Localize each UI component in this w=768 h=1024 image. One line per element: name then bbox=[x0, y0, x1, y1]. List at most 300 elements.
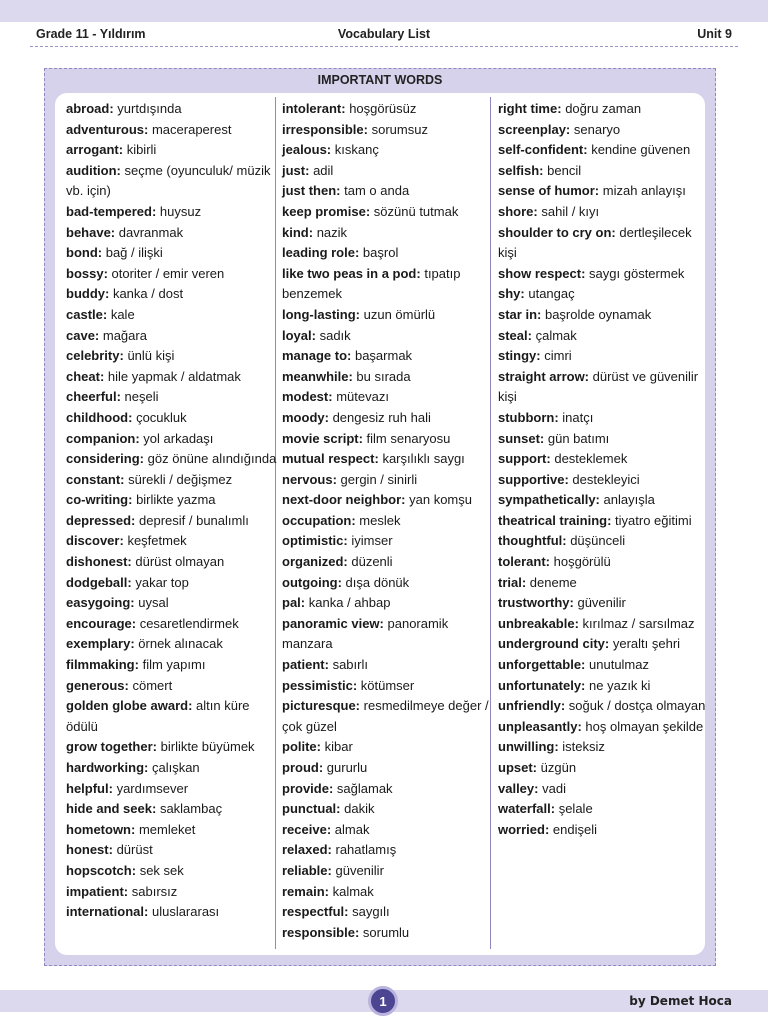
vocabulary-meaning: gergin / sinirli bbox=[340, 471, 418, 487]
vocabulary-term: waterfall: bbox=[498, 801, 556, 817]
vocabulary-meaning: dürüst olmayan bbox=[135, 554, 225, 570]
vocabulary-entry bbox=[66, 490, 278, 511]
vocabulary-meaning: saklambaç bbox=[159, 801, 223, 817]
vocabulary-entry bbox=[498, 99, 710, 120]
vocabulary-meaning: cömert bbox=[132, 677, 173, 693]
vocabulary-entry bbox=[498, 717, 710, 738]
vocabulary-meaning: karşılıklı saygı bbox=[382, 451, 465, 467]
vocabulary-term: optimistic: bbox=[282, 533, 348, 549]
vocabulary-meaning: otoriter / emir veren bbox=[111, 265, 225, 281]
vocabulary-meaning: inatçı bbox=[562, 409, 594, 425]
vocabulary-meaning: sağlamak bbox=[336, 780, 393, 796]
vocabulary-term: unfriendly: bbox=[498, 698, 566, 714]
vocabulary-term: unforgettable: bbox=[498, 657, 586, 673]
vocabulary-meaning: mütevazı bbox=[336, 389, 389, 405]
vocabulary-term: worried: bbox=[498, 821, 550, 837]
vocabulary-entry bbox=[498, 284, 710, 305]
vocabulary-meaning: dakik bbox=[344, 801, 375, 817]
vocabulary-term: international: bbox=[66, 904, 149, 920]
vocabulary-term: jealous: bbox=[282, 142, 332, 158]
vocabulary-entry bbox=[282, 552, 494, 573]
vocabulary-entry bbox=[66, 882, 278, 903]
vocabulary-entry bbox=[282, 202, 494, 223]
vocabulary-meaning: üzgün bbox=[540, 760, 577, 775]
vocabulary-entry bbox=[66, 593, 278, 614]
vocabulary-meaning: kendine güvenen bbox=[591, 142, 691, 158]
vocabulary-meaning: kırılmaz / sarsılmaz bbox=[582, 615, 695, 631]
vocabulary-meaning: tıpatıp benzemek bbox=[282, 265, 461, 302]
vocabulary-term: companion: bbox=[66, 430, 140, 446]
vocabulary-meaning: isteksiz bbox=[562, 739, 605, 755]
vocabulary-term: abroad: bbox=[66, 101, 114, 116]
vocabulary-term: movie script: bbox=[282, 430, 363, 446]
vocabulary-term: bond: bbox=[66, 245, 103, 261]
vocabulary-meaning: yurtdışında bbox=[117, 101, 182, 116]
vocabulary-entry bbox=[66, 120, 278, 141]
vocabulary-entry bbox=[66, 655, 278, 676]
vocabulary-term: shore: bbox=[498, 203, 538, 219]
vocabulary-meaning: meslek bbox=[359, 512, 401, 528]
panel-title: IMPORTANT WORDS bbox=[317, 73, 443, 87]
vocabulary-term: hopscotch: bbox=[66, 862, 137, 878]
vocabulary-entry bbox=[498, 181, 710, 202]
vocabulary-entry bbox=[66, 902, 278, 923]
vocabulary-term: unwilling: bbox=[498, 739, 559, 755]
vocabulary-meaning: adil bbox=[313, 162, 334, 178]
vocabulary-meaning: dürüst ve güvenilir kişi bbox=[498, 368, 699, 405]
vocabulary-term: trial: bbox=[498, 574, 527, 590]
vocabulary-term: cheat: bbox=[66, 368, 105, 384]
vocabulary-term: shy: bbox=[498, 286, 525, 302]
vocabulary-entry bbox=[282, 511, 494, 532]
vocabulary-term: relaxed: bbox=[282, 842, 332, 858]
vocabulary-meaning: yakar top bbox=[135, 574, 189, 590]
vocabulary-meaning: saygı göstermek bbox=[589, 265, 685, 281]
vocabulary-term: cave: bbox=[66, 327, 100, 343]
vocabulary-entry bbox=[498, 161, 710, 182]
vocabulary-meaning: başrolde oynamak bbox=[544, 306, 652, 322]
vocabulary-meaning: film senaryosu bbox=[366, 430, 451, 446]
vocabulary-term: hide and seek: bbox=[66, 801, 157, 817]
vocabulary-entry bbox=[282, 346, 494, 367]
vocabulary-meaning: sözünü tutmak bbox=[373, 203, 459, 219]
author-byline: by Demet Hoca bbox=[629, 994, 732, 1008]
vocabulary-term: receive: bbox=[282, 821, 332, 837]
vocabulary-term: sympathetically: bbox=[498, 492, 600, 508]
vocabulary-entry bbox=[66, 223, 278, 244]
vocabulary-entry bbox=[66, 676, 278, 697]
vocabulary-meaning: kanka / dost bbox=[112, 286, 184, 302]
vocabulary-term: pal: bbox=[282, 595, 306, 611]
grade-label: Grade 11 - Yıldırım bbox=[36, 27, 146, 41]
vocabulary-term: panoramic view: bbox=[282, 615, 384, 631]
vocabulary-entry bbox=[66, 531, 278, 552]
vocabulary-term: meanwhile: bbox=[282, 368, 353, 384]
vocabulary-meaning: rahatlamış bbox=[335, 842, 397, 858]
vocabulary-term: unbreakable: bbox=[498, 615, 579, 631]
vocabulary-meaning: hile yapmak / aldatmak bbox=[107, 368, 241, 384]
vocabulary-entry bbox=[66, 202, 278, 223]
vocabulary-meaning: mizah anlayışı bbox=[602, 183, 686, 199]
vocabulary-term: sunset: bbox=[498, 430, 545, 446]
vocabulary-term: unpleasantly: bbox=[498, 718, 582, 734]
vocabulary-meaning: endişeli bbox=[552, 821, 598, 837]
vocabulary-meaning: resmedilmeye değer / çok güzel bbox=[282, 698, 489, 734]
vocabulary-meaning: düzenli bbox=[351, 554, 393, 570]
vocabulary-meaning: dertleşilecek kişi bbox=[498, 224, 692, 261]
vocabulary-meaning: ne yazık ki bbox=[589, 677, 651, 693]
vocabulary-term: celebrity: bbox=[66, 348, 124, 364]
vocabulary-meaning: mağara bbox=[102, 327, 147, 343]
header-divider bbox=[30, 46, 738, 47]
vocabulary-term: kind: bbox=[282, 224, 314, 240]
vocabulary-entry bbox=[498, 676, 710, 697]
vocabulary-meaning: film yapımı bbox=[142, 657, 206, 673]
vocabulary-meaning: birlikte büyümek bbox=[160, 739, 255, 755]
vocabulary-entry bbox=[498, 326, 710, 347]
vocabulary-term: supportive: bbox=[498, 471, 569, 487]
vocabulary-meaning: neşeli bbox=[124, 389, 159, 405]
vocabulary-entry bbox=[498, 573, 710, 594]
vocabulary-entry bbox=[282, 408, 494, 429]
vocabulary-entry bbox=[66, 449, 278, 470]
vocabulary-term: depressed: bbox=[66, 512, 136, 528]
vocabulary-term: just then: bbox=[282, 183, 341, 199]
vocabulary-meaning: kanka / ahbap bbox=[308, 595, 391, 611]
vocabulary-entry bbox=[66, 284, 278, 305]
vocabulary-term: castle: bbox=[66, 306, 108, 322]
vocabulary-term: upset: bbox=[498, 760, 537, 775]
vocabulary-meaning: yol arkadaşı bbox=[143, 430, 214, 446]
vocabulary-meaning: düşünceli bbox=[570, 533, 626, 549]
vocabulary-term: loyal: bbox=[282, 327, 316, 343]
vocabulary-meaning: dışa dönük bbox=[345, 574, 410, 590]
vocabulary-entry bbox=[498, 758, 710, 779]
vocabulary-term: easygoing: bbox=[66, 595, 135, 611]
vocabulary-meaning: kıskanç bbox=[334, 142, 379, 158]
vocabulary-entry bbox=[282, 779, 494, 800]
vocabulary-term: leading role: bbox=[282, 245, 360, 261]
vocabulary-term: honest: bbox=[66, 842, 113, 858]
vocabulary-meaning: güvenilir bbox=[577, 595, 626, 611]
vocabulary-entry bbox=[282, 593, 494, 614]
vocabulary-meaning: almak bbox=[334, 821, 370, 837]
vocabulary-entry bbox=[498, 264, 710, 285]
vocabulary-entry bbox=[66, 305, 278, 326]
vocabulary-term: cheerful: bbox=[66, 389, 121, 405]
vocabulary-entry bbox=[282, 264, 494, 305]
vocabulary-entry bbox=[282, 531, 494, 552]
vocabulary-entry bbox=[498, 696, 710, 717]
vocabulary-meaning: birlikte yazma bbox=[136, 492, 216, 508]
vocabulary-entry bbox=[282, 449, 494, 470]
vocabulary-entry bbox=[498, 202, 710, 223]
vocabulary-entry bbox=[498, 737, 710, 758]
vocabulary-term: support: bbox=[498, 451, 551, 467]
vocabulary-meaning: kötümser bbox=[360, 677, 415, 693]
vocabulary-term: tolerant: bbox=[498, 554, 550, 570]
vocabulary-entry bbox=[498, 634, 710, 655]
vocabulary-entry bbox=[498, 531, 710, 552]
vocabulary-meaning: dengesiz ruh hali bbox=[332, 409, 431, 425]
vocabulary-meaning: kibar bbox=[324, 739, 353, 755]
vocabulary-entry bbox=[282, 223, 494, 244]
vocabulary-entry bbox=[282, 737, 494, 758]
vocabulary-entry bbox=[498, 223, 710, 264]
vocabulary-entry bbox=[66, 573, 278, 594]
vocabulary-entry bbox=[66, 511, 278, 532]
vocabulary-entry bbox=[282, 573, 494, 594]
vocabulary-entry bbox=[282, 902, 494, 923]
vocabulary-meaning: uysal bbox=[138, 595, 169, 611]
vocabulary-column-3 bbox=[498, 99, 710, 840]
vocabulary-term: stubborn: bbox=[498, 409, 559, 425]
vocabulary-term: unfortunately: bbox=[498, 677, 586, 693]
vocabulary-meaning: güvenilir bbox=[335, 862, 384, 878]
vocabulary-entry bbox=[66, 820, 278, 841]
vocabulary-entry bbox=[282, 923, 494, 944]
vocabulary-entry bbox=[282, 820, 494, 841]
page-header bbox=[24, 22, 744, 46]
vocabulary-column-1 bbox=[66, 99, 278, 923]
vocabulary-entry bbox=[498, 408, 710, 429]
vocabulary-entry bbox=[66, 161, 278, 202]
vocabulary-term: stingy: bbox=[498, 348, 541, 364]
vocabulary-term: like two peas in a pod: bbox=[282, 265, 421, 281]
vocabulary-term: modest: bbox=[282, 389, 333, 405]
vocabulary-term: bad-tempered: bbox=[66, 203, 157, 219]
vocabulary-meaning: cimri bbox=[544, 348, 572, 364]
vocabulary-entry bbox=[282, 676, 494, 697]
vocabulary-term: star in: bbox=[498, 306, 542, 322]
vocabulary-meaning: hoşgörülü bbox=[553, 554, 611, 570]
vocabulary-meaning: senaryo bbox=[573, 121, 621, 137]
vocabulary-entry bbox=[282, 140, 494, 161]
vocabulary-meaning: seçme (oyunculuk/ müzik vb. için) bbox=[66, 162, 271, 199]
vocabulary-meaning: gururlu bbox=[326, 760, 368, 775]
vocabulary-entry bbox=[282, 326, 494, 347]
vocabulary-entry bbox=[498, 429, 710, 450]
vocabulary-term: thoughtful: bbox=[498, 533, 567, 549]
vocabulary-entry bbox=[498, 120, 710, 141]
vocabulary-term: pessimistic: bbox=[282, 677, 358, 693]
vocabulary-entry bbox=[282, 614, 494, 655]
vocabulary-meaning: tiyatro eğitimi bbox=[615, 512, 692, 528]
vocabulary-term: hardworking: bbox=[66, 760, 149, 775]
vocabulary-entry bbox=[282, 470, 494, 491]
vocabulary-entry bbox=[66, 737, 278, 758]
vocabulary-term: provide: bbox=[282, 780, 334, 796]
vocabulary-meaning: kale bbox=[110, 306, 135, 322]
vocabulary-term: bossy: bbox=[66, 265, 108, 281]
vocabulary-meaning: maceraperest bbox=[151, 121, 232, 137]
vocabulary-meaning: hoş olmayan şekilde bbox=[585, 718, 704, 734]
vocabulary-entry bbox=[282, 429, 494, 450]
vocabulary-entry bbox=[282, 120, 494, 141]
vocabulary-meaning: sorumsuz bbox=[371, 121, 428, 137]
vocabulary-meaning: destekleyici bbox=[572, 471, 640, 487]
vocabulary-meaning: bencil bbox=[547, 162, 582, 178]
vocabulary-meaning: sahil / kıyı bbox=[541, 203, 600, 219]
vocabulary-term: shoulder to cry on: bbox=[498, 224, 616, 240]
vocabulary-entry bbox=[498, 593, 710, 614]
vocabulary-entry bbox=[498, 820, 710, 841]
vocabulary-term: outgoing: bbox=[282, 574, 342, 590]
document-title: Vocabulary List bbox=[337, 27, 431, 41]
vocabulary-meaning: sek sek bbox=[139, 862, 184, 878]
vocabulary-entry bbox=[282, 655, 494, 676]
vocabulary-term: proud: bbox=[282, 760, 324, 775]
vocabulary-meaning: deneme bbox=[529, 574, 577, 590]
vocabulary-term: nervous: bbox=[282, 471, 337, 487]
vocabulary-term: filmmaking: bbox=[66, 657, 139, 673]
vocabulary-term: underground city: bbox=[498, 636, 610, 652]
vocabulary-term: helpful: bbox=[66, 780, 113, 796]
vocabulary-entry bbox=[66, 243, 278, 264]
vocabulary-entry bbox=[66, 408, 278, 429]
vocabulary-term: hometown: bbox=[66, 821, 136, 837]
vocabulary-entry bbox=[282, 161, 494, 182]
vocabulary-meaning: sürekli / değişmez bbox=[128, 471, 233, 487]
vocabulary-entry bbox=[66, 779, 278, 800]
vocabulary-meaning: hoşgörüsüz bbox=[349, 101, 417, 116]
vocabulary-entry bbox=[498, 367, 710, 408]
vocabulary-entry bbox=[66, 346, 278, 367]
vocabulary-meaning: kibirli bbox=[126, 142, 157, 158]
vocabulary-meaning: saygılı bbox=[352, 904, 390, 920]
vocabulary-meaning: desteklemek bbox=[554, 451, 628, 467]
vocabulary-meaning: uzun ömürlü bbox=[363, 306, 436, 322]
vocabulary-meaning: dürüst bbox=[116, 842, 153, 858]
vocabulary-entry bbox=[66, 614, 278, 635]
vocabulary-term: mutual respect: bbox=[282, 451, 379, 467]
vocabulary-term: adventurous: bbox=[66, 121, 149, 137]
vocabulary-term: dodgeball: bbox=[66, 574, 132, 590]
vocabulary-entry bbox=[498, 470, 710, 491]
vocabulary-term: long-lasting: bbox=[282, 306, 360, 322]
vocabulary-entry bbox=[498, 655, 710, 676]
vocabulary-entry bbox=[282, 99, 494, 120]
vocabulary-meaning: doğru zaman bbox=[565, 101, 642, 116]
vocabulary-meaning: başarmak bbox=[354, 348, 413, 364]
vocabulary-entry bbox=[66, 552, 278, 573]
vocabulary-term: co-writing: bbox=[66, 492, 133, 508]
vocabulary-entry bbox=[66, 861, 278, 882]
vocabulary-meaning: yeraltı şehri bbox=[612, 636, 681, 652]
vocabulary-meaning: yardımsever bbox=[116, 780, 189, 796]
vocabulary-term: trustworthy: bbox=[498, 595, 574, 611]
vocabulary-entry bbox=[66, 264, 278, 285]
vocabulary-term: respectful: bbox=[282, 904, 349, 920]
vocabulary-entry bbox=[66, 99, 278, 120]
vocabulary-entry bbox=[498, 449, 710, 470]
vocabulary-meaning: çocukluk bbox=[136, 409, 187, 425]
vocabulary-term: audition: bbox=[66, 162, 121, 178]
vocabulary-meaning: panoramik manzara bbox=[282, 615, 449, 652]
vocabulary-entry bbox=[498, 799, 710, 820]
vocabulary-term: theatrical training: bbox=[498, 512, 612, 528]
vocabulary-meaning: soğuk / dostça olmayan bbox=[568, 698, 706, 714]
vocabulary-entry bbox=[498, 346, 710, 367]
vocabulary-meaning: altın küre ödülü bbox=[66, 698, 250, 734]
vocabulary-term: occupation: bbox=[282, 512, 356, 528]
vocabulary-meaning: başrol bbox=[362, 245, 399, 261]
vocabulary-entry bbox=[66, 758, 278, 779]
vocabulary-term: impatient: bbox=[66, 883, 129, 899]
vocabulary-entry bbox=[498, 305, 710, 326]
vocabulary-term: behave: bbox=[66, 224, 116, 240]
vocabulary-term: patient: bbox=[282, 657, 329, 673]
vocabulary-term: polite: bbox=[282, 739, 321, 755]
vocabulary-meaning: memleket bbox=[138, 821, 196, 837]
vocabulary-term: golden globe award: bbox=[66, 698, 193, 714]
vocabulary-meaning: sorumlu bbox=[362, 924, 410, 940]
vocabulary-term: remain: bbox=[282, 883, 329, 899]
vocabulary-meaning: keşfetmek bbox=[127, 533, 187, 549]
vocabulary-term: arrogant: bbox=[66, 142, 124, 158]
vocabulary-meaning: sabırlı bbox=[332, 657, 368, 673]
vocabulary-meaning: unutulmaz bbox=[589, 657, 649, 673]
vocabulary-term: encourage: bbox=[66, 615, 137, 631]
vocabulary-entry bbox=[66, 326, 278, 347]
vocabulary-entry bbox=[66, 696, 278, 737]
vocabulary-entry bbox=[282, 882, 494, 903]
vocabulary-entry bbox=[282, 387, 494, 408]
vocabulary-entry bbox=[498, 614, 710, 635]
vocabulary-term: considering: bbox=[66, 451, 145, 467]
vocabulary-entry bbox=[498, 552, 710, 573]
vocabulary-term: selfish: bbox=[498, 162, 544, 178]
vocabulary-term: manage to: bbox=[282, 348, 352, 364]
vocabulary-meaning: huysuz bbox=[159, 203, 202, 219]
vocabulary-meaning: tam o anda bbox=[344, 183, 410, 199]
vocabulary-entry bbox=[282, 305, 494, 326]
vocabulary-entry bbox=[282, 840, 494, 861]
vocabulary-term: sense of humor: bbox=[498, 183, 600, 199]
vocabulary-meaning: cesaretlendirmek bbox=[139, 615, 239, 631]
vocabulary-entry bbox=[66, 470, 278, 491]
vocabulary-entry bbox=[282, 243, 494, 264]
vocabulary-meaning: şelale bbox=[558, 801, 593, 817]
vocabulary-column-2 bbox=[282, 99, 494, 943]
vocabulary-term: grow together: bbox=[66, 739, 157, 755]
vocabulary-panel bbox=[44, 68, 716, 966]
vocabulary-entry bbox=[66, 387, 278, 408]
vocabulary-entry bbox=[282, 861, 494, 882]
vocabulary-term: straight arrow: bbox=[498, 368, 590, 384]
vocabulary-term: show respect: bbox=[498, 265, 586, 281]
vocabulary-entry bbox=[282, 696, 494, 737]
vocabulary-term: irresponsible: bbox=[282, 121, 368, 137]
vocabulary-entry bbox=[66, 367, 278, 388]
vocabulary-entry bbox=[66, 140, 278, 161]
vocabulary-term: self-confident: bbox=[498, 142, 588, 158]
vocabulary-entry bbox=[66, 634, 278, 655]
vocabulary-entry bbox=[282, 799, 494, 820]
vocabulary-term: organized: bbox=[282, 554, 348, 570]
vocabulary-term: screenplay: bbox=[498, 121, 571, 137]
vocabulary-meaning: davranmak bbox=[118, 224, 184, 240]
vocabulary-term: right time: bbox=[498, 101, 562, 116]
vocabulary-entry bbox=[282, 758, 494, 779]
vocabulary-term: valley: bbox=[498, 780, 539, 796]
vocabulary-entry bbox=[498, 490, 710, 511]
vocabulary-entry bbox=[282, 490, 494, 511]
vocabulary-meaning: sabırsız bbox=[131, 883, 178, 899]
vocabulary-meaning: uluslararası bbox=[151, 904, 220, 920]
vocabulary-term: just: bbox=[282, 162, 310, 178]
vocabulary-term: picturesque: bbox=[282, 698, 361, 714]
